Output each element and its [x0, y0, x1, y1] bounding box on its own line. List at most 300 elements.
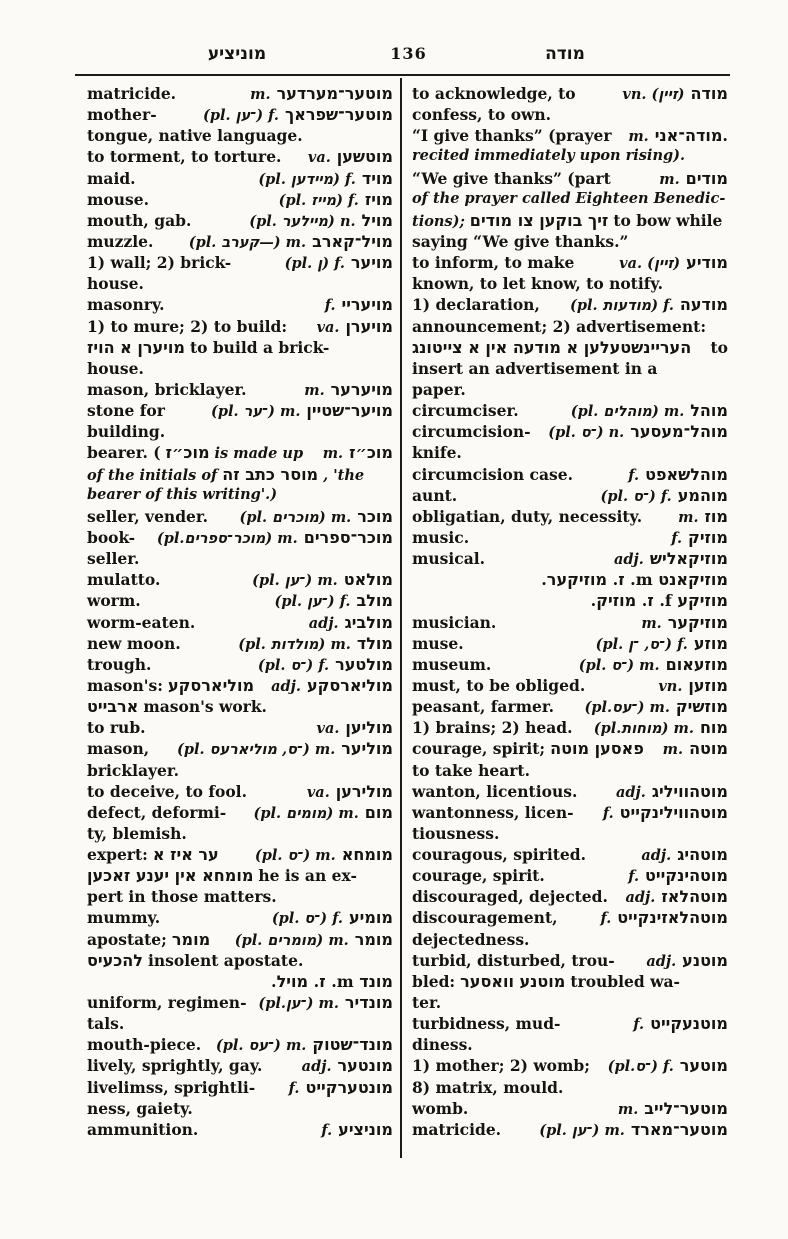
entry-right-part [307, 782, 393, 801]
entry-definition-text: 1) wall; 2) brick- [87, 253, 232, 273]
entry-right-part [646, 951, 728, 970]
entry-left-part [412, 930, 529, 949]
dict-entry-line [87, 570, 393, 591]
entry-left-part [87, 549, 139, 568]
entry-right-part [659, 169, 728, 188]
entry-definition-text: house. [87, 274, 144, 294]
dict-entry-line [87, 338, 393, 359]
entry-left-part [412, 465, 573, 484]
entry-left-part [87, 380, 247, 399]
entry-left-part [412, 908, 558, 927]
entry-left-part [412, 1078, 563, 1097]
entry-left-part [412, 317, 706, 336]
entry-right-part [321, 1120, 393, 1139]
entry-left-part [87, 634, 181, 653]
yiddish-headword: מוהלשאפט [645, 464, 728, 484]
entry-right-part [249, 211, 393, 230]
yiddish-headword: מומחא [341, 845, 393, 865]
grammar-abbreviation: f. [324, 297, 336, 315]
entry-left-part [412, 84, 576, 103]
entry-left-part [412, 761, 530, 780]
entry-definition-text: 1) brains; 2) head. [412, 718, 573, 738]
dict-entry-line [412, 84, 728, 105]
entry-definition-text: trough. [87, 654, 152, 674]
grammar-abbreviation: (pl. מולדות) m. [238, 635, 351, 653]
yiddish-headword: מוטנעקייט [650, 1014, 728, 1034]
yiddish-headword: מויערן [345, 316, 393, 336]
yiddish-headword: מולביג [344, 612, 393, 632]
yiddish-headword: מוזיקע f. ז. מוזיק. [590, 591, 728, 611]
entry-left-part [412, 824, 499, 843]
entry-left-part [87, 1078, 255, 1097]
entry-definition-text: to bow while [613, 210, 723, 230]
grammar-abbreviation: m. [304, 381, 325, 399]
entry-left-part [87, 951, 303, 970]
entry-definition-text: 1) declaration, [412, 295, 540, 315]
dict-entry-line [412, 549, 728, 570]
grammar-abbreviation: m. [617, 1100, 639, 1118]
dict-entry-line [412, 380, 728, 401]
grammar-abbreviation: tions); [412, 212, 465, 230]
entry-left-part [412, 718, 573, 737]
entry-definition-text: confess, to own. [412, 105, 552, 125]
entry-right-part [619, 253, 728, 272]
entry-definition-text: bearer. ( [87, 443, 161, 463]
dict-entry-line [87, 486, 393, 507]
grammar-abbreviation: f. [288, 1079, 300, 1097]
dict-entry-line [87, 422, 393, 443]
entry-right-part [323, 443, 393, 462]
dict-entry-line [412, 443, 728, 464]
entry-definition-text: mummy. [87, 908, 161, 928]
yiddish-headword: מויד [361, 168, 393, 188]
entry-left-part [412, 295, 540, 314]
entry-definition-text: house. [87, 358, 144, 378]
dict-entry-line [412, 507, 728, 528]
entry-right-part [548, 422, 728, 441]
entry-definition-text: maid. [87, 168, 136, 188]
yiddish-headword: מונטערקייט [305, 1077, 393, 1097]
dict-entry-line [87, 169, 393, 190]
entry-definition-text: mason, bricklayer. [87, 379, 247, 399]
entry-definition-text: to build a brick- [189, 337, 330, 357]
yiddish-headword: מוכר־ספרים [303, 527, 393, 547]
dict-entry-line [412, 676, 728, 697]
dict-entry-line [412, 613, 728, 634]
entry-left-part [412, 190, 725, 207]
entry-right-part [177, 739, 393, 758]
entry-definition-text: saying “We give thanks.” [412, 231, 629, 251]
yiddish-headword: מוטער [679, 1056, 728, 1076]
entry-left-part [87, 338, 329, 357]
grammar-abbreviation: va. (זיין) [619, 255, 681, 273]
yiddish-headword: מויעריי [341, 295, 393, 315]
entry-definition-text: 8) matrix, mould. [412, 1077, 564, 1097]
grammar-abbreviation: f. [600, 910, 612, 928]
entry-right-part [309, 613, 393, 632]
dict-entry-line [87, 465, 393, 486]
dict-entry-line [87, 613, 393, 634]
yiddish-headword: מולירען [335, 781, 393, 801]
entry-right-part [272, 908, 393, 927]
entry-right-part [258, 655, 393, 674]
entry-right-part [211, 401, 393, 420]
entry-left-part [87, 761, 179, 780]
grammar-abbreviation: adj. [615, 783, 646, 801]
entry-left-part [87, 147, 281, 166]
yiddish-headword: מולטער [335, 654, 393, 674]
grammar-abbreviation: adj. [301, 1058, 332, 1076]
yiddish-headword: מוזיקער [667, 612, 728, 632]
dict-entry-line [412, 147, 728, 168]
header-rule [75, 74, 730, 76]
entry-right-part [189, 232, 393, 251]
grammar-abbreviation: (pl. מודעות) f. [570, 297, 674, 315]
grammar-abbreviation: (pl.־ען) m. [258, 995, 339, 1013]
entry-right-part [302, 1056, 393, 1075]
yiddish-headword: מוזע [693, 633, 728, 653]
grammar-abbreviation: (pl. ־עס) m. [215, 1037, 307, 1055]
entry-left-part [87, 591, 141, 610]
entry-definition-text: aunt. [412, 485, 458, 505]
entry-definition-text: to take heart. [412, 760, 530, 780]
entry-left-part [412, 443, 462, 462]
dict-entry-line [412, 697, 728, 718]
entry-left-part [412, 634, 464, 653]
entry-left-part [87, 232, 153, 251]
grammar-abbreviation: vn. (זיין) [622, 86, 685, 103]
yiddish-headword: מונד m. ז. מויל. [271, 971, 393, 991]
dict-entry-line [87, 274, 393, 295]
entry-definition-text: turbid, disturbed, trou- [412, 950, 615, 970]
entry-definition-text: to torment, to torture. [87, 147, 282, 167]
yiddish-headword: מוזען [688, 675, 728, 695]
entry-right-part [596, 634, 728, 653]
grammar-abbreviation: recited immediately upon rising). [412, 147, 686, 165]
grammar-abbreviation: (pl. ן) f. [284, 255, 345, 273]
entry-definition-text: to rub. [87, 718, 146, 738]
entry-left-part [412, 782, 577, 801]
entry-definition-text: circumcision case. [412, 464, 574, 484]
entry-definition-text: 1) to mure; 2) to build: [87, 316, 288, 336]
dict-entry-line [412, 887, 728, 908]
grammar-abbreviation: f. [628, 868, 640, 886]
yiddish-headword: העריינשטעלען א מודעה אין א צייטונג [412, 337, 692, 357]
entry-left-part [87, 908, 160, 927]
entry-left-part [87, 274, 144, 293]
entry-definition-text: building. [87, 422, 166, 442]
entry-left-part [412, 739, 644, 758]
entry-definition-text: paper. [412, 379, 466, 399]
yiddish-headword: מודים [685, 168, 728, 188]
dict-entry-line [412, 761, 728, 782]
yiddish-headword: מוטהווילינקייט [619, 802, 728, 822]
entry-definition-text: peasant, farmer. [412, 697, 555, 717]
dict-entry-line [87, 211, 393, 232]
grammar-abbreviation: adj. [614, 551, 644, 569]
entry-left-part [412, 1035, 473, 1054]
yiddish-headword: מוכ״ז [349, 443, 393, 463]
yiddish-headword: מוזיקאנט m. ז. מוזיקער. [541, 570, 728, 590]
entry-left-part [412, 697, 554, 716]
dict-entry-line [87, 887, 393, 908]
entry-definition-text: circumciser. [412, 401, 519, 421]
dict-entry-line [87, 782, 393, 803]
entry-right-part [317, 317, 393, 336]
entry-left-part [87, 1056, 262, 1075]
dict-entry-line [87, 591, 393, 612]
dict-entry-line [412, 655, 728, 676]
yiddish-headword: מוטנע [682, 950, 728, 970]
entry-right-part [571, 401, 728, 420]
dict-entry-line [87, 1078, 393, 1099]
entry-left-part [412, 211, 722, 230]
dict-entry-line [87, 507, 393, 528]
grammar-abbreviation: (pl. ־ס) f. [271, 910, 343, 928]
yiddish-headword: מוטער־שפראך [284, 105, 393, 125]
grammar-abbreviation: adj. [271, 677, 301, 695]
entry-left-part [412, 972, 680, 991]
entry-left-part [412, 380, 466, 399]
dict-entry-line [412, 824, 728, 845]
dict-entry-line [87, 1120, 393, 1141]
entry-definition-text: diness. [412, 1035, 473, 1055]
entry-left-part [412, 232, 628, 251]
grammar-abbreviation: f. [671, 529, 683, 547]
entry-left-part [87, 169, 136, 188]
entry-left-part [87, 824, 187, 843]
dict-entry-line [412, 1078, 728, 1099]
entry-definition-text: courage, spirit. [412, 866, 545, 886]
entry-left-part [412, 676, 585, 695]
entry-left-part [87, 317, 287, 336]
dict-entry-line [412, 591, 728, 612]
grammar-abbreviation: (pl. ־ס, ־ן) f. [595, 635, 688, 653]
entry-left-part [87, 887, 277, 906]
yiddish-headword: מוטשען [336, 147, 393, 167]
grammar-abbreviation: (pl. ־ס, מוליארעס) m. [177, 741, 336, 759]
entry-left-part [87, 993, 247, 1012]
entry-right-part [633, 1014, 728, 1033]
entry-definition-text: mason's: [87, 675, 163, 695]
entry-definition-text: to inform, to make [412, 253, 575, 273]
dict-entry-line [87, 147, 393, 168]
entry-right-part [271, 676, 393, 695]
entry-right-part [255, 845, 393, 864]
entry-definition-text: matricide. [87, 84, 177, 103]
column-divider [400, 78, 402, 1158]
entry-left-part [87, 401, 165, 420]
entry-definition-text: new moon. [87, 633, 181, 653]
yiddish-headword: מומחא אין יענע זאכען [87, 866, 254, 886]
yiddish-headword: להכעיס [87, 950, 143, 970]
yiddish-headword: מוכר [357, 506, 393, 526]
entry-left-part [87, 655, 151, 674]
entry-right-part [601, 486, 728, 505]
entry-left-part [412, 1099, 468, 1118]
dict-entry-line [87, 380, 393, 401]
dict-entry-line [87, 803, 393, 824]
grammar-abbreviation: f. [602, 804, 614, 822]
grammar-abbreviation: is made up [214, 445, 304, 463]
dict-entry-line [87, 1035, 393, 1056]
grammar-abbreviation: of the initials of [87, 466, 218, 484]
dict-entry-line [412, 232, 728, 253]
entry-right-part [658, 676, 728, 695]
entry-definition-text: “We give thanks” (part [412, 168, 611, 188]
dict-entry-line [87, 930, 393, 951]
entry-left-part [87, 190, 149, 209]
yiddish-headword: מוזיקאליש [649, 549, 728, 569]
grammar-abbreviation: (pl. ־ס) f. [600, 487, 672, 505]
dict-entry-line [412, 105, 728, 126]
entry-right-part [157, 528, 393, 547]
entry-definition-text: discouragement, [412, 908, 558, 928]
dict-entry-line [412, 930, 728, 951]
entry-definition-text: worm. [87, 591, 141, 611]
grammar-abbreviation: va. [306, 783, 330, 801]
entry-definition-text: lively, sprightly, gay. [87, 1056, 263, 1076]
entry-left-part [87, 486, 277, 503]
entry-right-part [279, 190, 393, 209]
left-column [87, 84, 393, 1141]
grammar-abbreviation: (pl. ־ס) n. [548, 424, 625, 442]
entry-left-part [412, 549, 485, 568]
entry-definition-text: worm-eaten. [87, 612, 196, 632]
entry-definition-text: couragous, spirited. [412, 845, 586, 865]
dict-entry-line [412, 295, 728, 316]
entry-right-part [271, 972, 393, 991]
entry-definition-text: insolent apostate. [147, 950, 304, 970]
entry-left-part [412, 655, 491, 674]
yiddish-headword: מויז [364, 189, 393, 209]
grammar-abbreviation: vn. [658, 677, 683, 695]
yiddish-headword: מולד [356, 633, 393, 653]
entry-right-part [254, 803, 393, 822]
dict-entry-line [412, 465, 728, 486]
grammar-abbreviation: (pl. מייז) f. [278, 191, 359, 209]
entry-left-part [87, 295, 165, 314]
dict-entry-line [412, 253, 728, 274]
grammar-abbreviation: adj. [308, 614, 339, 632]
entry-left-part [87, 126, 303, 145]
grammar-abbreviation: f. [628, 466, 640, 484]
entry-left-part [412, 401, 519, 420]
dict-entry-line [412, 1120, 728, 1141]
entry-left-part [412, 147, 685, 164]
dict-entry-line [412, 1035, 728, 1056]
entry-definition-text: 1) mother; 2) womb; [412, 1056, 590, 1076]
entry-left-part [412, 105, 551, 124]
entry-left-part [412, 866, 545, 885]
entry-right-part [603, 803, 728, 822]
dict-entry-line [87, 697, 393, 718]
entry-right-part [616, 782, 728, 801]
entry-left-part [87, 359, 144, 378]
dict-entry-line [87, 761, 393, 782]
entry-right-part [628, 866, 728, 885]
entry-definition-text: turbidness, mud- [412, 1014, 561, 1034]
yiddish-headword: מוטער־לייב [644, 1098, 728, 1118]
grammar-abbreviation: m. [678, 508, 699, 526]
grammar-abbreviation: (pl. מיילער) n. [249, 212, 356, 230]
entry-definition-text: bled: [412, 971, 456, 991]
dict-entry-line [87, 190, 393, 211]
grammar-abbreviation: f. [321, 1121, 333, 1139]
grammar-abbreviation: adj. [641, 847, 672, 865]
entry-definition-text: musician. [412, 612, 497, 632]
entry-definition-text: book- [87, 527, 136, 547]
dict-entry-line [87, 105, 393, 126]
entry-right-part [622, 84, 728, 103]
entry-definition-text: must, to be obliged. [412, 675, 586, 695]
yiddish-headword: מוטהיג [677, 845, 728, 865]
yiddish-headword: מוהל [690, 401, 728, 421]
entry-left-part [87, 84, 176, 103]
entry-left-part [412, 993, 441, 1012]
dict-entry-line [87, 655, 393, 676]
grammar-abbreviation: (pl. מומרים) m. [234, 931, 349, 949]
yiddish-headword: מוליער [341, 739, 393, 759]
dict-entry-line [412, 1099, 728, 1120]
yiddish-headword: מוטה [689, 739, 728, 759]
entry-right-part [250, 84, 393, 103]
dict-entry-line [412, 951, 728, 972]
entry-right-part [711, 338, 729, 357]
yiddish-headword: מוטער־מערדער [276, 84, 393, 103]
grammar-abbreviation: , 'the [323, 466, 365, 484]
grammar-abbreviation: m. [250, 86, 271, 103]
entry-right-part [325, 295, 393, 314]
entry-definition-text: ammunition. [87, 1119, 199, 1139]
entry-left-part [412, 253, 574, 272]
entry-left-part [87, 718, 146, 737]
entry-left-part [412, 803, 574, 822]
yiddish-headword: מוהל־מעסער [630, 422, 728, 442]
entry-definition-text: mason's work. [143, 697, 267, 717]
dict-entry-line [412, 211, 728, 232]
entry-definition-text: seller, vender. [87, 506, 209, 526]
dict-entry-line [412, 972, 728, 993]
entry-right-part [625, 887, 728, 906]
entry-definition-text: wanton, licentious. [412, 781, 578, 801]
entry-left-part [87, 782, 247, 801]
entry-definition-text: insert an advertisement in a [412, 358, 658, 378]
grammar-abbreviation: (pl. ‏—קערב) m. [188, 233, 307, 251]
entry-definition-text: ness, gaiety. [87, 1098, 193, 1118]
dict-entry-line [412, 401, 728, 422]
entry-definition-text: announcement; 2) advertisement: [412, 316, 707, 336]
dict-entry-line [412, 1056, 728, 1077]
right-column [412, 84, 728, 1141]
yiddish-headword: ער איז א [152, 845, 219, 865]
grammar-abbreviation: (pl. ־ער) m. [211, 403, 301, 421]
entry-left-part [87, 422, 165, 441]
dict-entry-line [87, 359, 393, 380]
entry-left-part [87, 1014, 124, 1033]
yiddish-headword: מויערער [330, 379, 393, 399]
dict-entry-line [87, 824, 393, 845]
grammar-abbreviation: m. [322, 445, 344, 463]
yiddish-headword: מונד־שטוק [312, 1035, 393, 1055]
entry-definition-text: mouth, gab. [87, 210, 192, 230]
page-header [0, 44, 788, 68]
grammar-abbreviation: va. [316, 720, 340, 738]
dict-entry-line [87, 951, 393, 972]
entry-left-part [87, 845, 219, 864]
entry-definition-text: pert in those matters. [87, 887, 277, 907]
entry-left-part [87, 676, 254, 695]
